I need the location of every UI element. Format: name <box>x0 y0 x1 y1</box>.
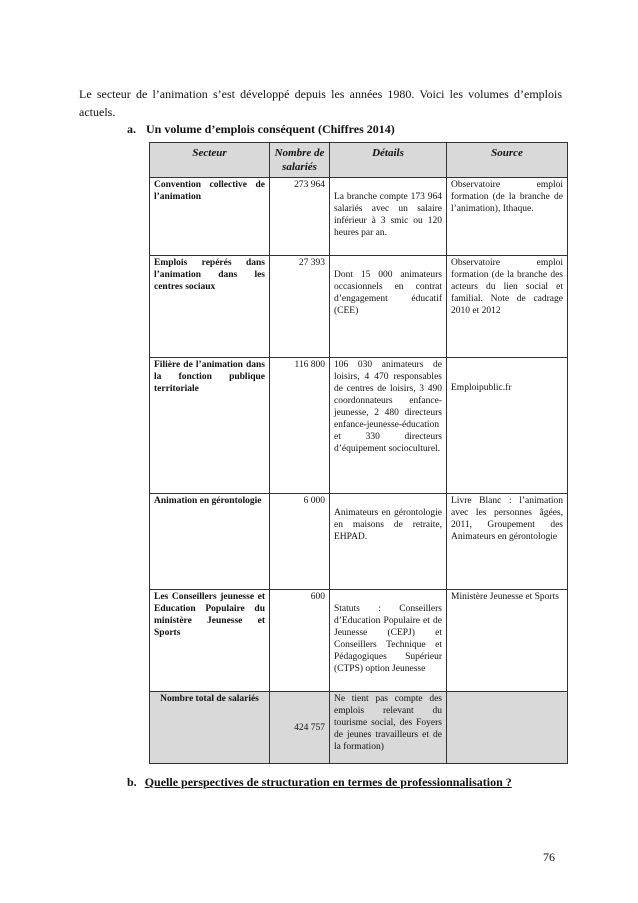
cell-source: Livre Blanc : l’animation avec les personnes âgées, 2011, Groupement des Animateurs en gérontologie <box>447 494 568 590</box>
cell-sector: Animation en gérontologie <box>150 494 270 590</box>
cell-sector: Emplois repérés dans l’animation dans les centres sociaux <box>150 256 270 358</box>
cell-sector: Les Conseillers jeunesse et Education Populaire du ministère Jeunesse et Sports <box>150 590 270 692</box>
page-number: 76 <box>543 850 555 864</box>
section-b-label: b. <box>127 775 137 789</box>
header-details: Détails <box>330 143 447 178</box>
cell-details: 106 030 animateurs de loisirs, 4 470 responsables de centres de loisirs, 3 490 coordonnateurs enfance-jeunesse, 2 480 directeurs enfance-jeunesse-éducation et 330 directeurs d’équipement socioculturel. <box>330 358 447 494</box>
section-a-label: a. <box>127 122 136 136</box>
header-source: Source <box>447 143 568 178</box>
table-row <box>150 178 568 256</box>
section-b-title: Quelle perspectives de structuration en termes de professionnalisation ? <box>144 775 512 789</box>
total-details: Ne tient pas compte des emplois relevant du tourisme social, des Foyers de jeunes travailleurs et de la formation) <box>330 692 447 764</box>
section-a-title: Un volume d’emplois conséquent (Chiffres 2014) <box>146 122 395 136</box>
table-header-row <box>150 143 568 178</box>
cell-source: Ministère Jeunesse et Sports <box>447 590 568 692</box>
cell-details: Animateurs en gérontologie en maisons de retraite, EHPAD. <box>330 494 447 590</box>
header-sector: Secteur <box>150 143 270 178</box>
cell-count: 116 800 <box>270 358 330 494</box>
cell-source: Observatoire emploi formation (de la branche de l’animation), Ithaque. <box>447 178 568 256</box>
total-sector: Nombre total de salariés <box>150 692 270 764</box>
total-count: 424 757 <box>270 692 330 764</box>
cell-sector: Convention collective de l’animation <box>150 178 270 256</box>
cell-details: Dont 15 000 animateurs occasionnels en contrat d’engagement éducatif (CEE) <box>330 256 447 358</box>
cell-details: Statuts : Conseillers d’Education Populaire et de Jeunesse (CEPJ) et Conseillers Technique et Pédagogiques Supérieur (CTPS) option Jeunesse <box>330 590 447 692</box>
table-row <box>150 256 568 358</box>
section-b-heading <box>127 775 512 790</box>
cell-count: 27 393 <box>270 256 330 358</box>
table-row <box>150 358 568 494</box>
cell-sector: Filière de l’animation dans la fonction publique territoriale <box>150 358 270 494</box>
cell-source: Emploipublic.fr <box>447 358 568 494</box>
total-source <box>447 692 568 764</box>
table-row <box>150 590 568 692</box>
header-count: Nombre de salariés <box>270 143 330 178</box>
cell-count: 273 964 <box>270 178 330 256</box>
table-row <box>150 494 568 590</box>
cell-count: 6 000 <box>270 494 330 590</box>
table-total-row <box>150 692 568 764</box>
intro-paragraph: Le secteur de l’animation s’est développé depuis les années 1980. Voici les volumes d’emplois actuels. <box>79 87 562 119</box>
cell-source: Observatoire emploi formation (de la branche des acteurs du lien social et familial. Note de cadrage 2010 et 2012 <box>447 256 568 358</box>
section-a-heading <box>127 122 395 137</box>
cell-details: La branche compte 173 964 salariés avec un salaire inférieur à 3 smic ou 120 heures par an. <box>330 178 447 256</box>
employment-table <box>149 142 568 764</box>
cell-count: 600 <box>270 590 330 692</box>
